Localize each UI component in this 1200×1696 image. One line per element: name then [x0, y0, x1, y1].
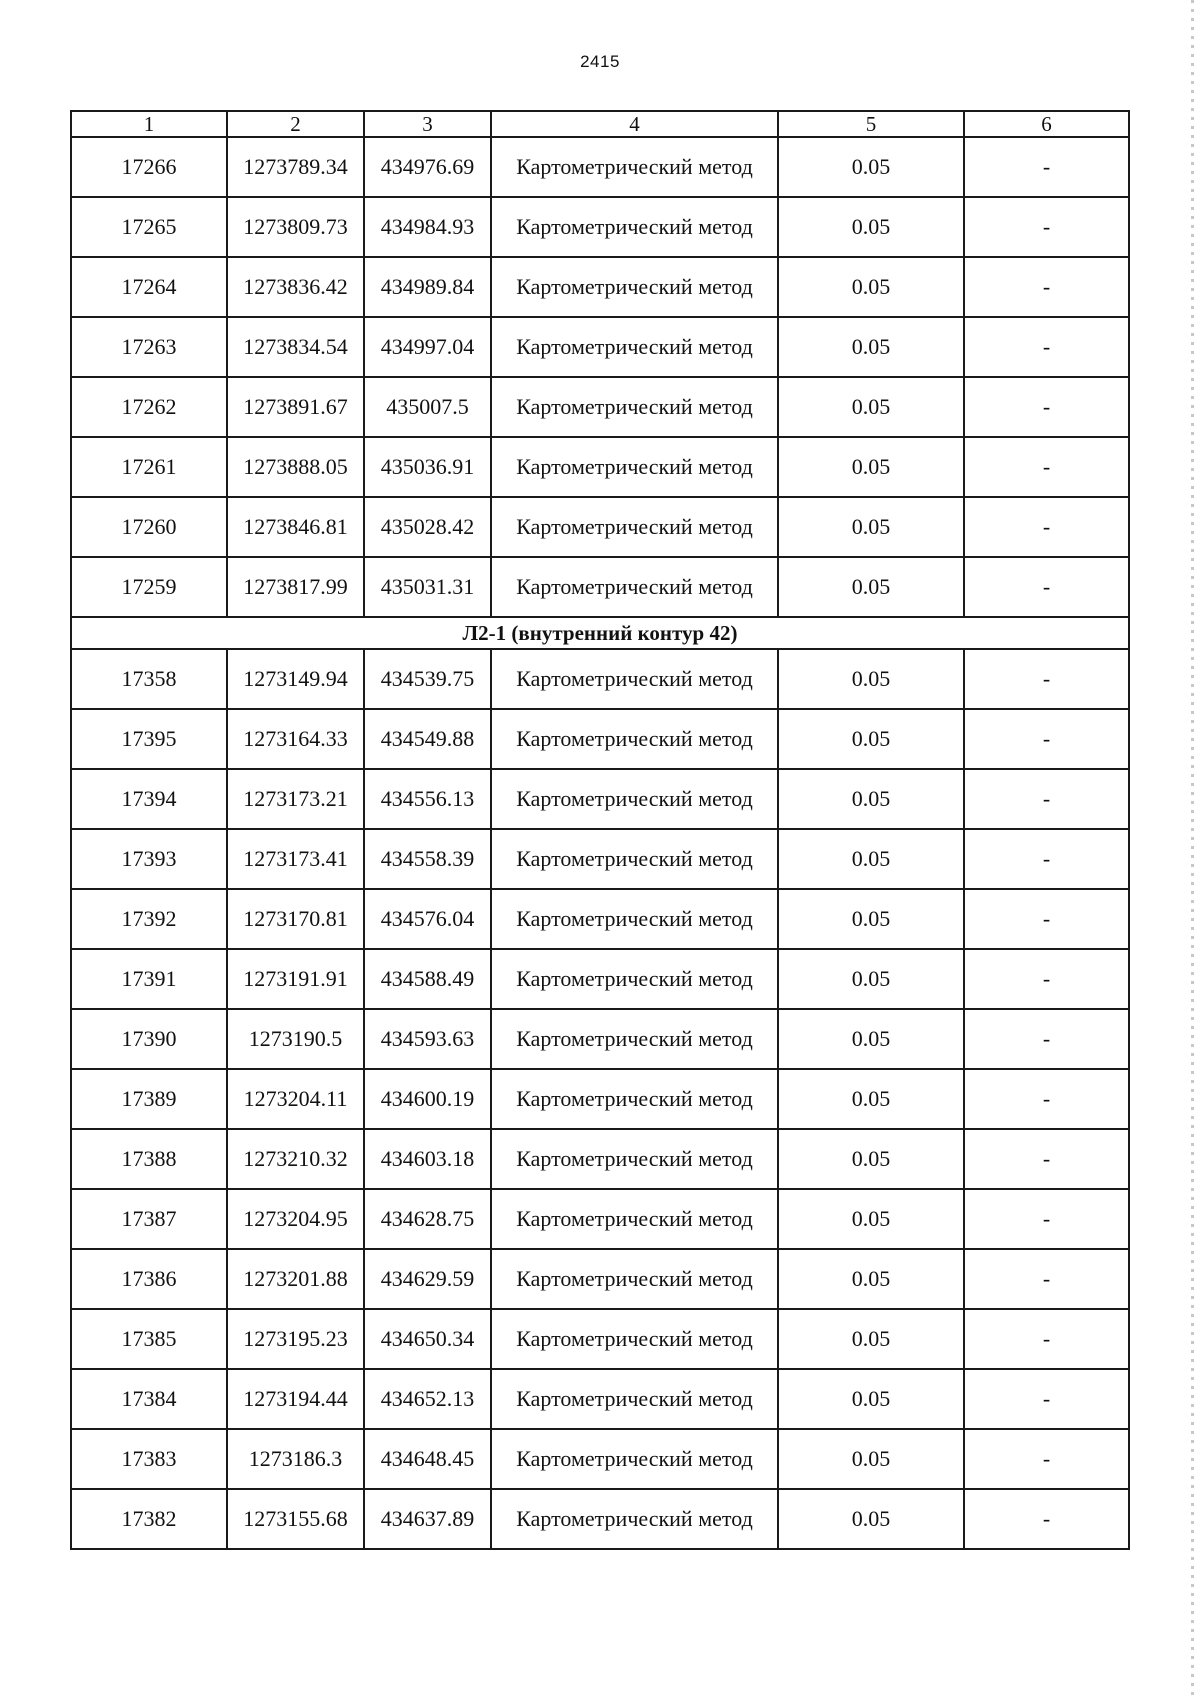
section-title: Л2-1 (внутренний контур 42)	[71, 617, 1129, 649]
point-number-cell: 17263	[71, 317, 227, 377]
point-number-cell: 17387	[71, 1189, 227, 1249]
x-coordinate-cell: 1273204.11	[227, 1069, 364, 1129]
method-cell: Картометрический метод	[491, 1069, 778, 1129]
method-cell: Картометрический метод	[491, 1429, 778, 1489]
x-coordinate-cell: 1273888.05	[227, 437, 364, 497]
note-cell: -	[964, 949, 1129, 1009]
y-coordinate-cell: 434603.18	[364, 1129, 491, 1189]
note-cell: -	[964, 829, 1129, 889]
table-row	[71, 709, 1129, 769]
point-number-cell: 17266	[71, 137, 227, 197]
x-coordinate-cell: 1273191.91	[227, 949, 364, 1009]
page-number: 2415	[580, 52, 620, 71]
x-coordinate-cell: 1273195.23	[227, 1309, 364, 1369]
method-cell: Картометрический метод	[491, 377, 778, 437]
note-cell: -	[964, 1489, 1129, 1549]
x-coordinate-cell: 1273170.81	[227, 889, 364, 949]
method-cell: Картометрический метод	[491, 137, 778, 197]
note-cell: -	[964, 197, 1129, 257]
method-cell: Картометрический метод	[491, 1189, 778, 1249]
y-coordinate-cell: 434539.75	[364, 649, 491, 709]
method-cell: Картометрический метод	[491, 949, 778, 1009]
note-cell: -	[964, 1369, 1129, 1429]
note-cell: -	[964, 769, 1129, 829]
coordinates-table	[70, 110, 1130, 1550]
accuracy-cell: 0.05	[778, 1249, 964, 1309]
accuracy-cell: 0.05	[778, 829, 964, 889]
method-cell: Картометрический метод	[491, 497, 778, 557]
note-cell: -	[964, 497, 1129, 557]
table-row	[71, 1129, 1129, 1189]
x-coordinate-cell: 1273164.33	[227, 709, 364, 769]
table-row	[71, 1189, 1129, 1249]
point-number-cell: 17388	[71, 1129, 227, 1189]
accuracy-cell: 0.05	[778, 769, 964, 829]
y-coordinate-cell: 434628.75	[364, 1189, 491, 1249]
x-coordinate-cell: 1273809.73	[227, 197, 364, 257]
y-coordinate-cell: 435007.5	[364, 377, 491, 437]
accuracy-cell: 0.05	[778, 257, 964, 317]
section-body	[71, 617, 1129, 649]
method-cell: Картометрический метод	[491, 557, 778, 617]
accuracy-cell: 0.05	[778, 1009, 964, 1069]
table-body-after	[71, 649, 1129, 1549]
point-number-cell: 17383	[71, 1429, 227, 1489]
accuracy-cell: 0.05	[778, 497, 964, 557]
x-coordinate-cell: 1273173.21	[227, 769, 364, 829]
method-cell: Картометрический метод	[491, 197, 778, 257]
x-coordinate-cell: 1273846.81	[227, 497, 364, 557]
note-cell: -	[964, 557, 1129, 617]
method-cell: Картометрический метод	[491, 649, 778, 709]
method-cell: Картометрический метод	[491, 257, 778, 317]
note-cell: -	[964, 1309, 1129, 1369]
point-number-cell: 17394	[71, 769, 227, 829]
accuracy-cell: 0.05	[778, 709, 964, 769]
y-coordinate-cell: 435031.31	[364, 557, 491, 617]
accuracy-cell: 0.05	[778, 317, 964, 377]
y-coordinate-cell: 434997.04	[364, 317, 491, 377]
point-number-cell: 17385	[71, 1309, 227, 1369]
point-number-cell: 17384	[71, 1369, 227, 1429]
table-row	[71, 889, 1129, 949]
table-row	[71, 1249, 1129, 1309]
point-number-cell: 17382	[71, 1489, 227, 1549]
y-coordinate-cell: 434652.13	[364, 1369, 491, 1429]
accuracy-cell: 0.05	[778, 1429, 964, 1489]
point-number-cell: 17395	[71, 709, 227, 769]
accuracy-cell: 0.05	[778, 889, 964, 949]
y-coordinate-cell: 434558.39	[364, 829, 491, 889]
table-row	[71, 769, 1129, 829]
method-cell: Картометрический метод	[491, 1009, 778, 1069]
x-coordinate-cell: 1273789.34	[227, 137, 364, 197]
table-row	[71, 1069, 1129, 1129]
point-number-cell: 17358	[71, 649, 227, 709]
method-cell: Картометрический метод	[491, 1249, 778, 1309]
table-row	[71, 1309, 1129, 1369]
table-row	[71, 1429, 1129, 1489]
table-row	[71, 1369, 1129, 1429]
y-coordinate-cell: 434984.93	[364, 197, 491, 257]
column-header: 5	[778, 111, 964, 137]
note-cell: -	[964, 317, 1129, 377]
accuracy-cell: 0.05	[778, 1369, 964, 1429]
y-coordinate-cell: 434637.89	[364, 1489, 491, 1549]
x-coordinate-cell: 1273190.5	[227, 1009, 364, 1069]
point-number-cell: 17259	[71, 557, 227, 617]
point-number-cell: 17261	[71, 437, 227, 497]
scan-edge-decoration	[1191, 0, 1194, 1696]
y-coordinate-cell: 434629.59	[364, 1249, 491, 1309]
table-row	[71, 649, 1129, 709]
table-row	[71, 317, 1129, 377]
y-coordinate-cell: 435036.91	[364, 437, 491, 497]
x-coordinate-cell: 1273194.44	[227, 1369, 364, 1429]
point-number-cell: 17393	[71, 829, 227, 889]
note-cell: -	[964, 649, 1129, 709]
y-coordinate-cell: 434600.19	[364, 1069, 491, 1129]
accuracy-cell: 0.05	[778, 137, 964, 197]
table-row	[71, 1009, 1129, 1069]
x-coordinate-cell: 1273186.3	[227, 1429, 364, 1489]
x-coordinate-cell: 1273891.67	[227, 377, 364, 437]
table-row	[71, 829, 1129, 889]
column-header: 3	[364, 111, 491, 137]
x-coordinate-cell: 1273155.68	[227, 1489, 364, 1549]
table-row	[71, 497, 1129, 557]
note-cell: -	[964, 377, 1129, 437]
table-row	[71, 137, 1129, 197]
x-coordinate-cell: 1273204.95	[227, 1189, 364, 1249]
note-cell: -	[964, 1249, 1129, 1309]
method-cell: Картометрический метод	[491, 1309, 778, 1369]
y-coordinate-cell: 434989.84	[364, 257, 491, 317]
y-coordinate-cell: 434648.45	[364, 1429, 491, 1489]
accuracy-cell: 0.05	[778, 949, 964, 1009]
y-coordinate-cell: 434650.34	[364, 1309, 491, 1369]
point-number-cell: 17264	[71, 257, 227, 317]
y-coordinate-cell: 434576.04	[364, 889, 491, 949]
accuracy-cell: 0.05	[778, 197, 964, 257]
note-cell: -	[964, 137, 1129, 197]
method-cell: Картометрический метод	[491, 437, 778, 497]
method-cell: Картометрический метод	[491, 889, 778, 949]
point-number-cell: 17392	[71, 889, 227, 949]
header-row	[71, 111, 1129, 137]
method-cell: Картометрический метод	[491, 317, 778, 377]
note-cell: -	[964, 1129, 1129, 1189]
method-cell: Картометрический метод	[491, 1489, 778, 1549]
point-number-cell: 17262	[71, 377, 227, 437]
y-coordinate-cell: 434976.69	[364, 137, 491, 197]
table-row	[71, 1489, 1129, 1549]
note-cell: -	[964, 889, 1129, 949]
column-header: 1	[71, 111, 227, 137]
table-row	[71, 437, 1129, 497]
method-cell: Картометрический метод	[491, 1369, 778, 1429]
accuracy-cell: 0.05	[778, 557, 964, 617]
x-coordinate-cell: 1273173.41	[227, 829, 364, 889]
x-coordinate-cell: 1273149.94	[227, 649, 364, 709]
y-coordinate-cell: 434593.63	[364, 1009, 491, 1069]
point-number-cell: 17386	[71, 1249, 227, 1309]
method-cell: Картометрический метод	[491, 1129, 778, 1189]
accuracy-cell: 0.05	[778, 1069, 964, 1129]
accuracy-cell: 0.05	[778, 1129, 964, 1189]
y-coordinate-cell: 434549.88	[364, 709, 491, 769]
method-cell: Картометрический метод	[491, 709, 778, 769]
y-coordinate-cell: 434556.13	[364, 769, 491, 829]
table-body-before	[71, 137, 1129, 617]
note-cell: -	[964, 1069, 1129, 1129]
note-cell: -	[964, 1009, 1129, 1069]
note-cell: -	[964, 437, 1129, 497]
table-row	[71, 257, 1129, 317]
method-cell: Картометрический метод	[491, 769, 778, 829]
x-coordinate-cell: 1273210.32	[227, 1129, 364, 1189]
x-coordinate-cell: 1273201.88	[227, 1249, 364, 1309]
point-number-cell: 17265	[71, 197, 227, 257]
y-coordinate-cell: 435028.42	[364, 497, 491, 557]
point-number-cell: 17260	[71, 497, 227, 557]
x-coordinate-cell: 1273817.99	[227, 557, 364, 617]
column-header: 4	[491, 111, 778, 137]
accuracy-cell: 0.05	[778, 1489, 964, 1549]
point-number-cell: 17389	[71, 1069, 227, 1129]
table-row	[71, 949, 1129, 1009]
accuracy-cell: 0.05	[778, 1189, 964, 1249]
table-row	[71, 557, 1129, 617]
point-number-cell: 17390	[71, 1009, 227, 1069]
accuracy-cell: 0.05	[778, 437, 964, 497]
note-cell: -	[964, 1189, 1129, 1249]
accuracy-cell: 0.05	[778, 649, 964, 709]
column-header: 6	[964, 111, 1129, 137]
accuracy-cell: 0.05	[778, 1309, 964, 1369]
section-row	[71, 617, 1129, 649]
note-cell: -	[964, 709, 1129, 769]
table-row	[71, 197, 1129, 257]
note-cell: -	[964, 257, 1129, 317]
table-row	[71, 377, 1129, 437]
method-cell: Картометрический метод	[491, 829, 778, 889]
column-header: 2	[227, 111, 364, 137]
point-number-cell: 17391	[71, 949, 227, 1009]
note-cell: -	[964, 1429, 1129, 1489]
x-coordinate-cell: 1273836.42	[227, 257, 364, 317]
y-coordinate-cell: 434588.49	[364, 949, 491, 1009]
x-coordinate-cell: 1273834.54	[227, 317, 364, 377]
accuracy-cell: 0.05	[778, 377, 964, 437]
